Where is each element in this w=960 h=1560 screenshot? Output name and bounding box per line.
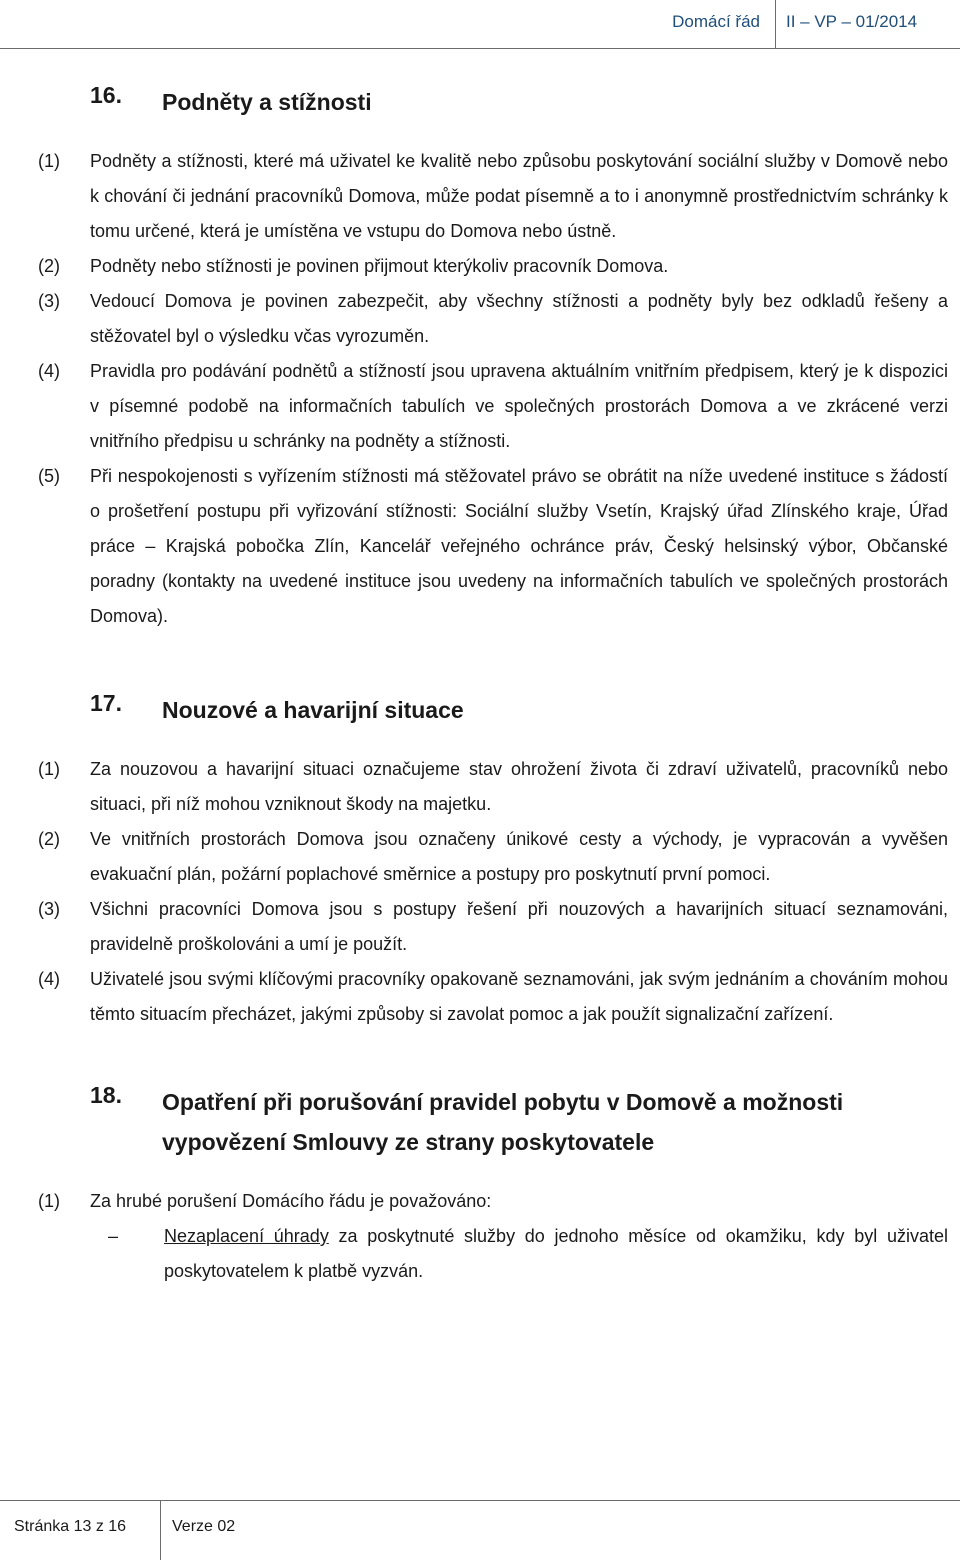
list-item bbox=[38, 822, 948, 892]
page-number: Stránka 13 z 16 bbox=[14, 1518, 127, 1535]
section-title: Podněty a stížnosti bbox=[162, 89, 372, 115]
document-version: Verze 02 bbox=[172, 1518, 236, 1535]
page-header bbox=[0, 0, 960, 54]
section-number: 17. bbox=[90, 690, 122, 716]
section-number: 16. bbox=[90, 82, 122, 108]
section-heading bbox=[90, 1082, 948, 1162]
dash-item-rest: za poskytnuté služby do jednoho měsíce od okamžiku, kdy byl uživatel poskytovatelem k platbě vyzván. bbox=[164, 1226, 948, 1281]
section-16 bbox=[0, 82, 960, 634]
section-18 bbox=[0, 1082, 960, 1289]
item-text: Za nouzovou a havarijní situaci označujeme stav ohrožení života či zdraví uživatelů, pracovníků nebo situaci, při níž mohou vzniknout škody na majetku. bbox=[90, 759, 948, 814]
header-divider bbox=[775, 0, 776, 48]
item-text: Vedoucí Domova je povinen zabezpečit, aby všechny stížnosti a podněty byly bez odkladů řešeny a stěžovatel byl o výsledku včas vyrozuměn. bbox=[90, 291, 948, 346]
item-text: Podněty nebo stížnosti je povinen přijmout kterýkoliv pracovník Domova. bbox=[90, 256, 669, 276]
item-text: Za hrubé porušení Domácího řádu je považováno: bbox=[90, 1191, 492, 1211]
item-text: Ve vnitřních prostorách Domova jsou označeny únikové cesty a východy, je vypracován a vyvěšen evakuační plán, požární poplachové směrnice a postupy pro poskytnutí první pomoci. bbox=[90, 829, 948, 884]
document-title: Domácí řád bbox=[672, 12, 760, 31]
list-item bbox=[38, 892, 948, 962]
item-number: (1) bbox=[38, 151, 60, 171]
list-item bbox=[38, 144, 948, 249]
item-number: (5) bbox=[38, 466, 60, 486]
section-items bbox=[0, 752, 960, 1032]
item-text: Při nespokojenosti s vyřízením stížnosti má stěžovatel právo se obrátit na níže uvedené instituce s žádostí o prošetření postupu při vyřizování stížnosti: Sociální služby Vsetín, Krajský úřad Zlínského kraje, Úřad práce – Krajská pobočka Zlín, Kancelář veřejného ochránce práv, Český helsinský výbor, Občanské poradny (kontakty na uvedené instituce jsou uvedeny na informačních tabulích ve společných prostorách Domova). bbox=[90, 466, 948, 626]
list-item bbox=[38, 354, 948, 459]
list-item bbox=[38, 1184, 948, 1219]
list-item bbox=[38, 752, 948, 822]
document-code: II – VP – 01/2014 bbox=[786, 12, 918, 31]
dash-bullet: – bbox=[108, 1226, 119, 1246]
footer-divider bbox=[160, 1500, 161, 1560]
section-number: 18. bbox=[90, 1082, 122, 1108]
item-number: (1) bbox=[38, 1191, 60, 1211]
item-text: Pravidla pro podávání podnětů a stížností jsou upravena aktuálním vnitřním předpisem, který je k dispozici v písemné podobě na informačních tabulích ve společných prostorách Domova a ve zkrácené verzi vnitřního předpisu u schránky na podněty a stížnosti. bbox=[90, 361, 948, 451]
section-heading bbox=[90, 82, 948, 122]
section-items bbox=[0, 144, 960, 634]
item-text: Všichni pracovníci Domova jsou s postupy řešení při nouzových a havarijních situací seznamováni, pravidelně proškolováni a umí je použít. bbox=[90, 899, 948, 954]
dash-list-item bbox=[108, 1219, 948, 1289]
underlined-term: Nezaplacení úhrady bbox=[164, 1226, 329, 1246]
item-text: Uživatelé jsou svými klíčovými pracovníky opakovaně seznamováni, jak svým jednáním a chováním mohou těmto situacím přecházet, jakými způsoby si zavolat pomoc a jak použít signalizační zařízení. bbox=[90, 969, 948, 1024]
section-items bbox=[0, 1184, 960, 1289]
list-item bbox=[38, 284, 948, 354]
item-number: (2) bbox=[38, 829, 60, 849]
item-text: Podněty a stížnosti, které má uživatel ke kvalitě nebo způsobu poskytování sociální služby v Domově nebo k chování či jednání pracovníků Domova, může podat písemně a to i anonymně prostřednictvím schránky k tomu určené, která je umístěna ve vstupu do Domova nebo ústně. bbox=[90, 151, 948, 241]
list-item bbox=[38, 459, 948, 634]
item-number: (4) bbox=[38, 969, 60, 989]
list-item bbox=[38, 962, 948, 1032]
document-body bbox=[0, 82, 960, 1289]
section-heading bbox=[90, 690, 948, 730]
list-item bbox=[38, 249, 948, 284]
section-17 bbox=[0, 690, 960, 1032]
item-number: (1) bbox=[38, 759, 60, 779]
footer-rule bbox=[0, 1500, 960, 1501]
header-rule bbox=[0, 48, 960, 49]
item-number: (3) bbox=[38, 291, 60, 311]
item-number: (2) bbox=[38, 256, 60, 276]
section-title: Nouzové a havarijní situace bbox=[162, 697, 464, 723]
dash-item-text bbox=[164, 1219, 948, 1289]
item-number: (3) bbox=[38, 899, 60, 919]
section-title: Opatření při porušování pravidel pobytu v Domově a možnosti vypovězení Smlouvy ze strany poskytovatele bbox=[162, 1089, 844, 1155]
item-number: (4) bbox=[38, 361, 60, 381]
